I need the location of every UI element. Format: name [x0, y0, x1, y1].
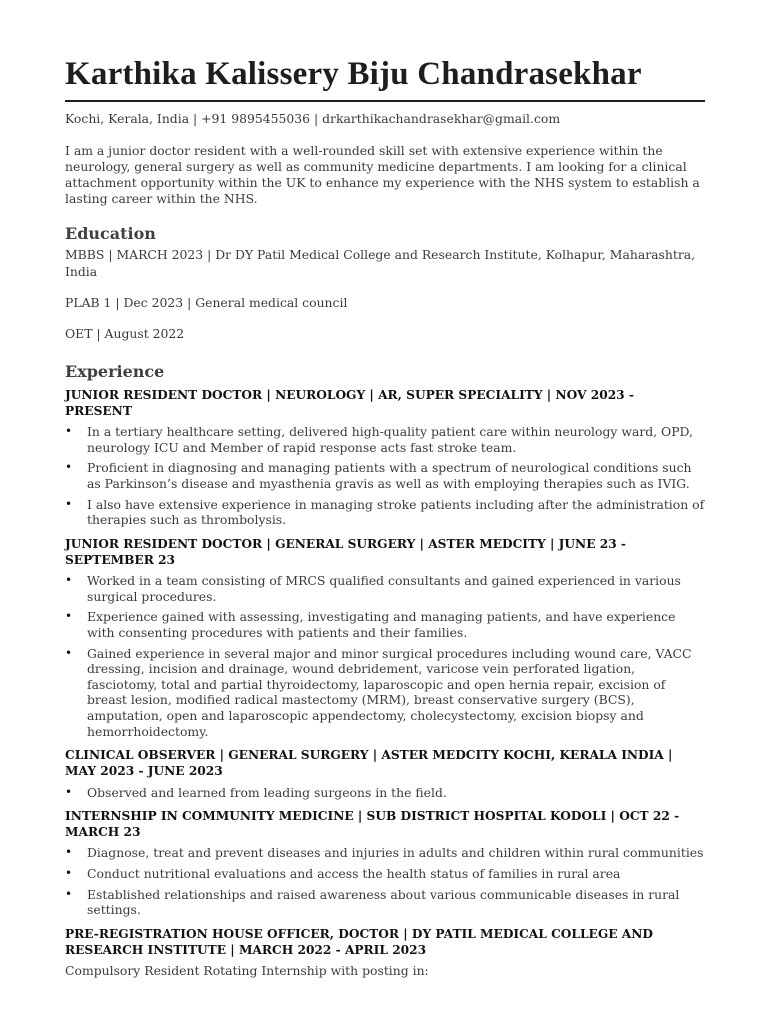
job-bullets — [65, 785, 705, 801]
job-general-surgery — [65, 537, 705, 739]
education-item-mbbs: MBBS | MARCH 2023 | Dr DY Patil Medical College and Research Institute, Kolhapur, Maharashtra, India — [65, 247, 696, 279]
job-title: INTERNSHIP IN COMMUNITY MEDICINE | SUB DISTRICT HOSPITAL KODOLI | OCT 22 - MARCH 23 — [65, 809, 680, 839]
bullet-icon: • — [65, 886, 73, 901]
job-title: CLINICAL OBSERVER | GENERAL SURGERY | ASTER MEDCITY KOCHI, KERALA INDIA | MAY 2023 - JUNE 2023 — [65, 748, 673, 778]
education-list — [65, 247, 705, 342]
job-title: PRE-REGISTRATION HOUSE OFFICER, DOCTOR | DY PATIL MEDICAL COLLEGE AND RESEARCH INSTITUTE | MARCH 2022 - APRIL 2023 — [65, 926, 653, 957]
job-title: JUNIOR RESIDENT DOCTOR | GENERAL SURGERY | ASTER MEDCITY | JUNE 23 - SEPTEMBER 23 — [65, 536, 626, 567]
bullet-icon: • — [65, 573, 73, 588]
bullet-text: Established relationships and raised awareness about various communicable diseases in rural settings. — [87, 886, 680, 918]
bullet-icon: • — [65, 645, 73, 660]
bullet-icon: • — [65, 460, 73, 475]
bullet-icon: • — [65, 784, 73, 799]
list-item — [65, 866, 705, 882]
title-divider — [65, 100, 705, 102]
list-item — [65, 785, 705, 801]
bullet-text: Observed and learned from leading surgeons in the field. — [87, 784, 447, 800]
job-neurology — [65, 388, 705, 528]
job-bullets — [65, 845, 705, 918]
education-item-plab: PLAB 1 | Dec 2023 | General medical council — [65, 294, 348, 310]
job-house-officer — [65, 927, 705, 979]
bullet-text: Worked in a team consisting of MRCS qualified consultants and gained experienced in various surgical procedures. — [87, 573, 681, 604]
bullet-text: In a tertiary healthcare setting, delivered high-quality patient care within neurology ward, OPD, neurology ICU and Member of rapid response acts fast stroke team. — [87, 424, 693, 455]
list-item — [65, 424, 705, 455]
bullet-text: Gained experience in several major and minor surgical procedures including wound care, VACC dressing, incision and drainage, wound debridement, varicose vein perforated ligation, fasciotomy, total and partial thyroidectomy, laparoscopic and open hernia repair, excision of breast lesion, modified radical mastectomy (MRM), breast conservative surgery (BCS), amputation, open and laparoscopic appendectomy, cholecystectomy, excision biopsy and hemorrhoidectomy. — [87, 645, 692, 739]
profile-summary: I am a junior doctor resident with a well-rounded skill set with extensive experience within the neurology, general surgery as well as community medicine departments. I am looking for a clinical attachment opportunity within the UK to enhance my experience with the NHS system to establish a lasting career within the NHS. — [65, 143, 700, 206]
job-community-medicine — [65, 809, 705, 918]
bullet-text: Diagnose, treat and prevent diseases and injuries in adults and children within rural communities — [87, 845, 704, 861]
job-clinical-observer — [65, 748, 705, 800]
bullet-icon: • — [65, 609, 73, 624]
list-item — [65, 460, 705, 491]
bullet-text: I also have extensive experience in managing stroke patients including after the administration of therapies such as thrombolysis. — [87, 496, 705, 528]
list-item — [65, 497, 705, 528]
bullet-text: Proficient in diagnosing and managing patients with a spectrum of neurological conditions such as Parkinson’s disease and myasthenia gravis as well as with employing therapies such as IVIG. — [87, 460, 692, 492]
job-title: JUNIOR RESIDENT DOCTOR | NEUROLOGY | AR, SUPER SPECIALITY | NOV 2023 - PRESENT — [65, 387, 634, 418]
job-description: Compulsory Resident Rotating Internship with posting in: — [65, 963, 429, 979]
job-bullets — [65, 573, 705, 739]
list-item — [65, 887, 705, 918]
list-item — [65, 845, 705, 861]
candidate-name: Karthika Kalissery Biju Chandrasekhar — [65, 56, 642, 92]
job-bullets — [65, 424, 705, 528]
bullet-icon: • — [65, 866, 73, 881]
list-item — [65, 573, 705, 604]
education-heading: Education — [65, 224, 156, 244]
education-item-oet: OET | August 2022 — [65, 325, 185, 341]
list-item — [65, 646, 705, 740]
experience-heading: Experience — [65, 361, 165, 381]
bullet-icon: • — [65, 424, 73, 439]
bullet-text: Experience gained with assessing, investigating and managing patients, and have experience with consenting procedures with patients and their families. — [87, 609, 676, 640]
list-item — [65, 609, 705, 640]
bullet-icon: • — [65, 496, 73, 511]
bullet-text: Conduct nutritional evaluations and access the health status of families in rural area — [87, 866, 621, 882]
resume-page — [65, 56, 705, 979]
contact-line: Kochi, Kerala, India | +91 9895455036 | drkarthikachandrasekhar@gmail.com — [65, 111, 561, 127]
bullet-icon: • — [65, 845, 73, 860]
